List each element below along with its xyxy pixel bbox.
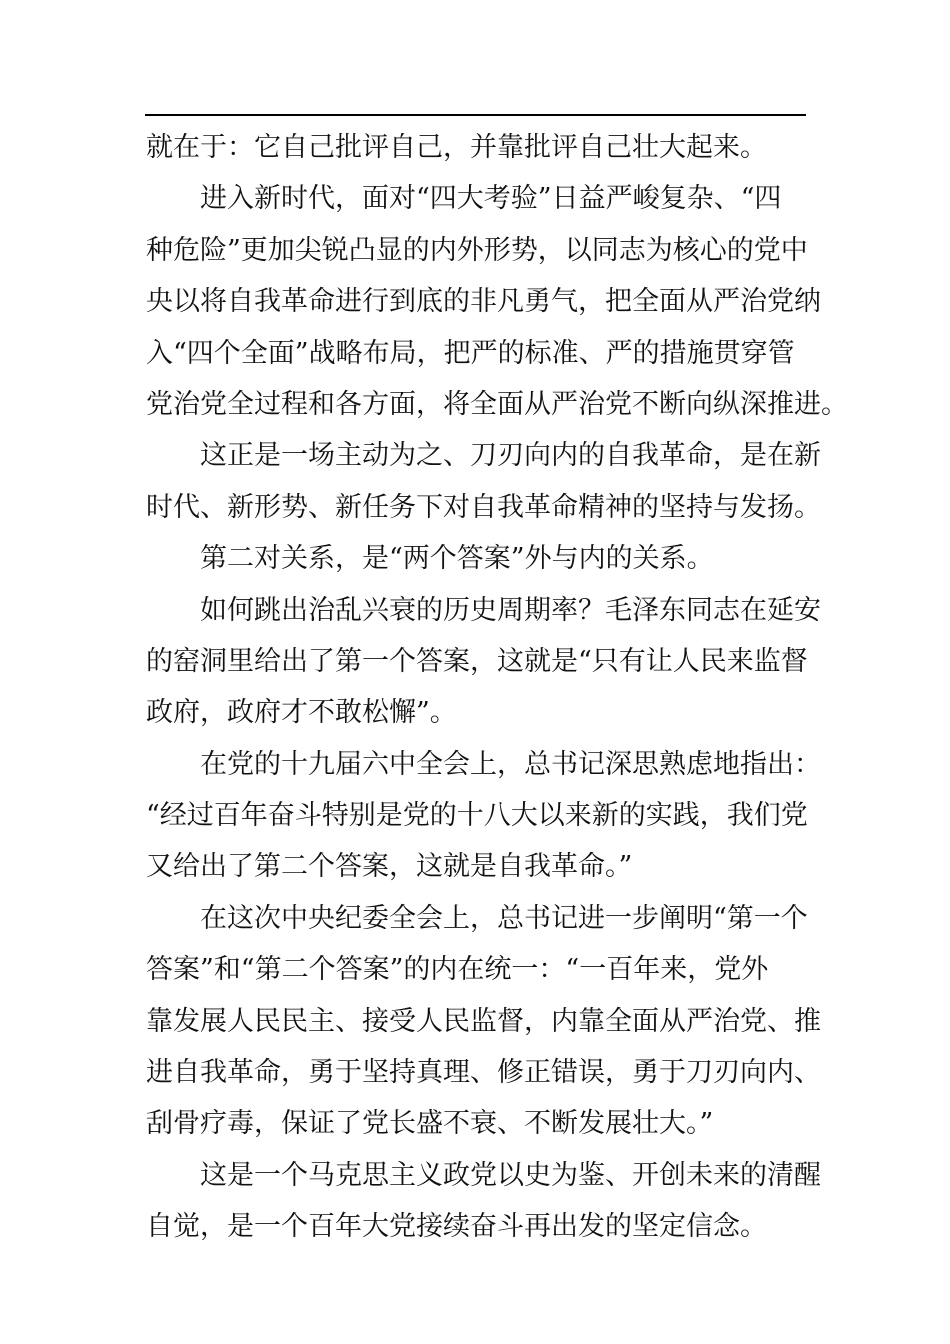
text-line: 入“四个全面”战略布局，把严的标准、严的措施贯穿管 xyxy=(146,337,795,369)
text-line: 进自我革命，勇于坚持真理、修正错误，勇于刀刃向内、 xyxy=(146,1057,821,1089)
text-line: 刮骨疗毒，保证了党长盛不衰、不断发展壮大。” xyxy=(146,1108,714,1140)
text-line: 的窑洞里给出了第一个答案，这就是“只有让人民来监督 xyxy=(146,645,808,677)
text-line: “经过百年奋斗特别是党的十八大以来新的实践，我们党 xyxy=(146,800,808,832)
text-line: 靠发展人民民主、接受人民监督，内靠全面从严治党、推 xyxy=(146,1005,821,1037)
text-line: 种危险”更加尖锐凸显的内外形势，以同志为核心的党中 xyxy=(146,234,808,266)
text-line: 又给出了第二个答案，这就是自我革命。” xyxy=(146,851,633,883)
text-line: 第二对关系，是“两个答案”外与内的关系。 xyxy=(200,543,714,575)
text-line: 时代、新形势、新任务下对自我革命精神的坚持与发扬。 xyxy=(146,491,821,523)
text-line: 如何跳出治乱兴衰的历史周期率？毛泽东同志在延安 xyxy=(200,594,821,626)
header-rule xyxy=(145,114,806,116)
text-line: 答案”和“第二个答案”的内在统一：“一百年来，党外 xyxy=(146,954,769,986)
text-line: 就在于：它自己批评自己，并靠批评自己壮大起来。 xyxy=(146,132,767,163)
text-line: 自觉，是一个百年大党接续奋斗再出发的坚定信念。 xyxy=(146,1211,767,1243)
text-line: 在这次中央纪委全会上，总书记进一步阐明“第一个 xyxy=(200,902,808,934)
text-line: 进入新时代，面对“四大考验”日益严峻复杂、“四 xyxy=(200,183,782,215)
body-text xyxy=(146,122,848,1253)
text-line: 央以将自我革命进行到底的非凡勇气，把全面从严治党纳 xyxy=(146,286,821,318)
text-line: 政府，政府才不敢松懈”。 xyxy=(146,697,457,729)
text-line: 党治党全过程和各方面，将全面从严治党不断向纵深推进。 xyxy=(146,388,848,420)
text-line: 这是一个马克思主义政党以史为鉴、开创未来的清醒 xyxy=(200,1159,821,1191)
text-line: 在党的十九届六中全会上，总书记深思熟虑地指出： xyxy=(200,748,821,780)
text-line: 这正是一场主动为之、刀刃向内的自我革命，是在新 xyxy=(200,440,821,472)
